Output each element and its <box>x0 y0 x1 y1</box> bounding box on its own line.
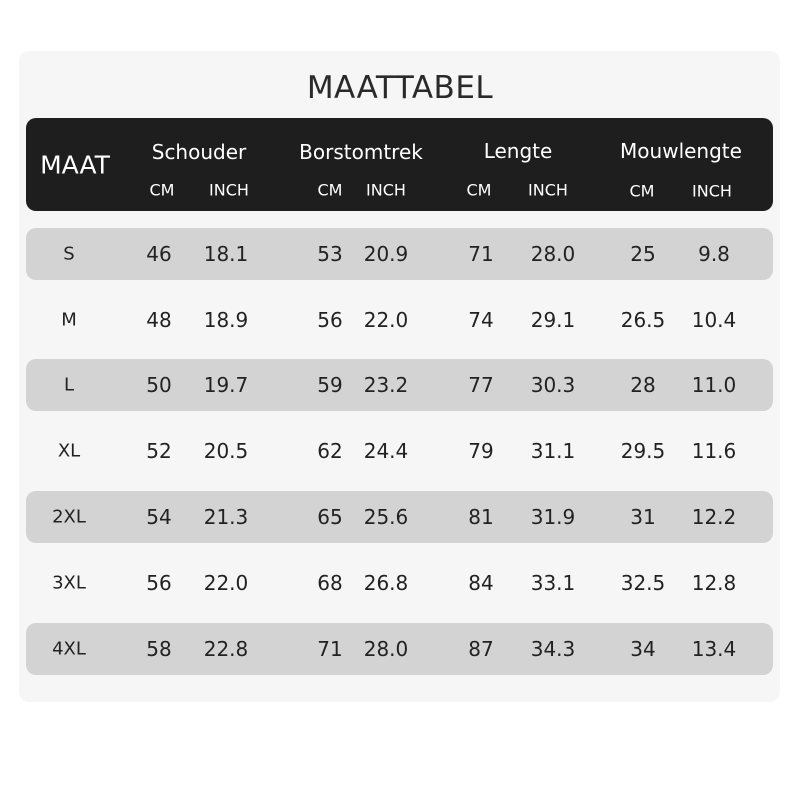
mouwlengte-inch-cell: 12.2 <box>691 505 737 529</box>
mouwlengte-inch-cell: 13.4 <box>691 637 737 661</box>
lengte-inch-cell: 33.1 <box>530 571 576 595</box>
unit-header-schouder-inch: INCH <box>209 180 249 200</box>
size-cell: L <box>63 374 75 396</box>
unit-header-borstomtrek-cm: CM <box>317 180 343 200</box>
schouder-inch-cell: 19.7 <box>203 373 249 397</box>
size-cell: 4XL <box>52 638 86 660</box>
group-header-mouwlengte: Mouwlengte <box>620 139 742 163</box>
size-cell: 2XL <box>52 506 86 528</box>
mouwlengte-cm-cell: 26.5 <box>620 308 666 332</box>
borstomtrek-inch-cell: 26.8 <box>363 571 409 595</box>
unit-header-lengte-cm: CM <box>466 180 492 200</box>
table-row-m <box>26 294 773 346</box>
schouder-inch-cell: 22.8 <box>203 637 249 661</box>
group-header-borstomtrek: Borstomtrek <box>299 140 423 164</box>
lengte-cm-cell: 71 <box>468 242 494 266</box>
borstomtrek-inch-cell: 25.6 <box>363 505 409 529</box>
borstomtrek-cm-cell: 65 <box>317 505 343 529</box>
schouder-cm-cell: 56 <box>146 571 172 595</box>
schouder-inch-cell: 21.3 <box>203 505 249 529</box>
unit-header-borstomtrek-inch: INCH <box>366 180 406 200</box>
schouder-cm-cell: 50 <box>146 373 172 397</box>
lengte-inch-cell: 30.3 <box>530 373 576 397</box>
lengte-cm-cell: 81 <box>468 505 494 529</box>
schouder-inch-cell: 18.9 <box>203 308 249 332</box>
table-row-3xl <box>26 557 773 609</box>
mouwlengte-inch-cell: 12.8 <box>691 571 737 595</box>
mouwlengte-inch-cell: 11.6 <box>691 439 737 463</box>
schouder-cm-cell: 48 <box>146 308 172 332</box>
borstomtrek-inch-cell: 20.9 <box>363 242 409 266</box>
size-cell: M <box>61 309 77 331</box>
lengte-inch-cell: 31.9 <box>530 505 576 529</box>
lengte-inch-cell: 31.1 <box>530 439 576 463</box>
table-row-l <box>26 359 773 411</box>
borstomtrek-cm-cell: 56 <box>317 308 343 332</box>
lengte-inch-cell: 28.0 <box>530 242 576 266</box>
mouwlengte-cm-cell: 31 <box>630 505 656 529</box>
table-header <box>26 118 773 211</box>
borstomtrek-cm-cell: 59 <box>317 373 343 397</box>
unit-header-mouwlengte-inch: INCH <box>692 181 732 201</box>
size-cell: XL <box>57 440 81 462</box>
lengte-inch-cell: 29.1 <box>530 308 576 332</box>
schouder-cm-cell: 54 <box>146 505 172 529</box>
table-row-s <box>26 228 773 280</box>
borstomtrek-cm-cell: 53 <box>317 242 343 266</box>
mouwlengte-cm-cell: 28 <box>630 373 656 397</box>
unit-header-lengte-inch: INCH <box>528 180 568 200</box>
size-column-header: MAAT <box>40 150 110 180</box>
mouwlengte-cm-cell: 29.5 <box>620 439 666 463</box>
schouder-cm-cell: 52 <box>146 439 172 463</box>
borstomtrek-cm-cell: 62 <box>317 439 343 463</box>
schouder-inch-cell: 22.0 <box>203 571 249 595</box>
lengte-cm-cell: 77 <box>468 373 494 397</box>
mouwlengte-inch-cell: 9.8 <box>698 242 730 266</box>
lengte-cm-cell: 74 <box>468 308 494 332</box>
mouwlengte-cm-cell: 32.5 <box>620 571 666 595</box>
lengte-cm-cell: 84 <box>468 571 494 595</box>
schouder-cm-cell: 58 <box>146 637 172 661</box>
lengte-cm-cell: 79 <box>468 439 494 463</box>
lengte-inch-cell: 34.3 <box>530 637 576 661</box>
chart-title: MAATTABEL <box>306 70 494 106</box>
mouwlengte-inch-cell: 10.4 <box>691 308 737 332</box>
table-row-2xl <box>26 491 773 543</box>
unit-header-mouwlengte-cm: CM <box>629 181 655 201</box>
borstomtrek-inch-cell: 24.4 <box>363 439 409 463</box>
schouder-inch-cell: 20.5 <box>203 439 249 463</box>
table-row-xl <box>26 425 773 477</box>
size-cell: 3XL <box>52 572 86 594</box>
mouwlengte-cm-cell: 25 <box>630 242 656 266</box>
group-header-schouder: Schouder <box>151 140 247 164</box>
borstomtrek-inch-cell: 23.2 <box>363 373 409 397</box>
schouder-inch-cell: 18.1 <box>203 242 249 266</box>
mouwlengte-cm-cell: 34 <box>630 637 656 661</box>
borstomtrek-inch-cell: 28.0 <box>363 637 409 661</box>
borstomtrek-cm-cell: 71 <box>317 637 343 661</box>
table-row-4xl <box>26 623 773 675</box>
borstomtrek-inch-cell: 22.0 <box>363 308 409 332</box>
lengte-cm-cell: 87 <box>468 637 494 661</box>
group-header-lengte: Lengte <box>483 139 553 163</box>
schouder-cm-cell: 46 <box>146 242 172 266</box>
size-cell: S <box>63 243 75 265</box>
borstomtrek-cm-cell: 68 <box>317 571 343 595</box>
mouwlengte-inch-cell: 11.0 <box>691 373 737 397</box>
unit-header-schouder-cm: CM <box>149 180 175 200</box>
